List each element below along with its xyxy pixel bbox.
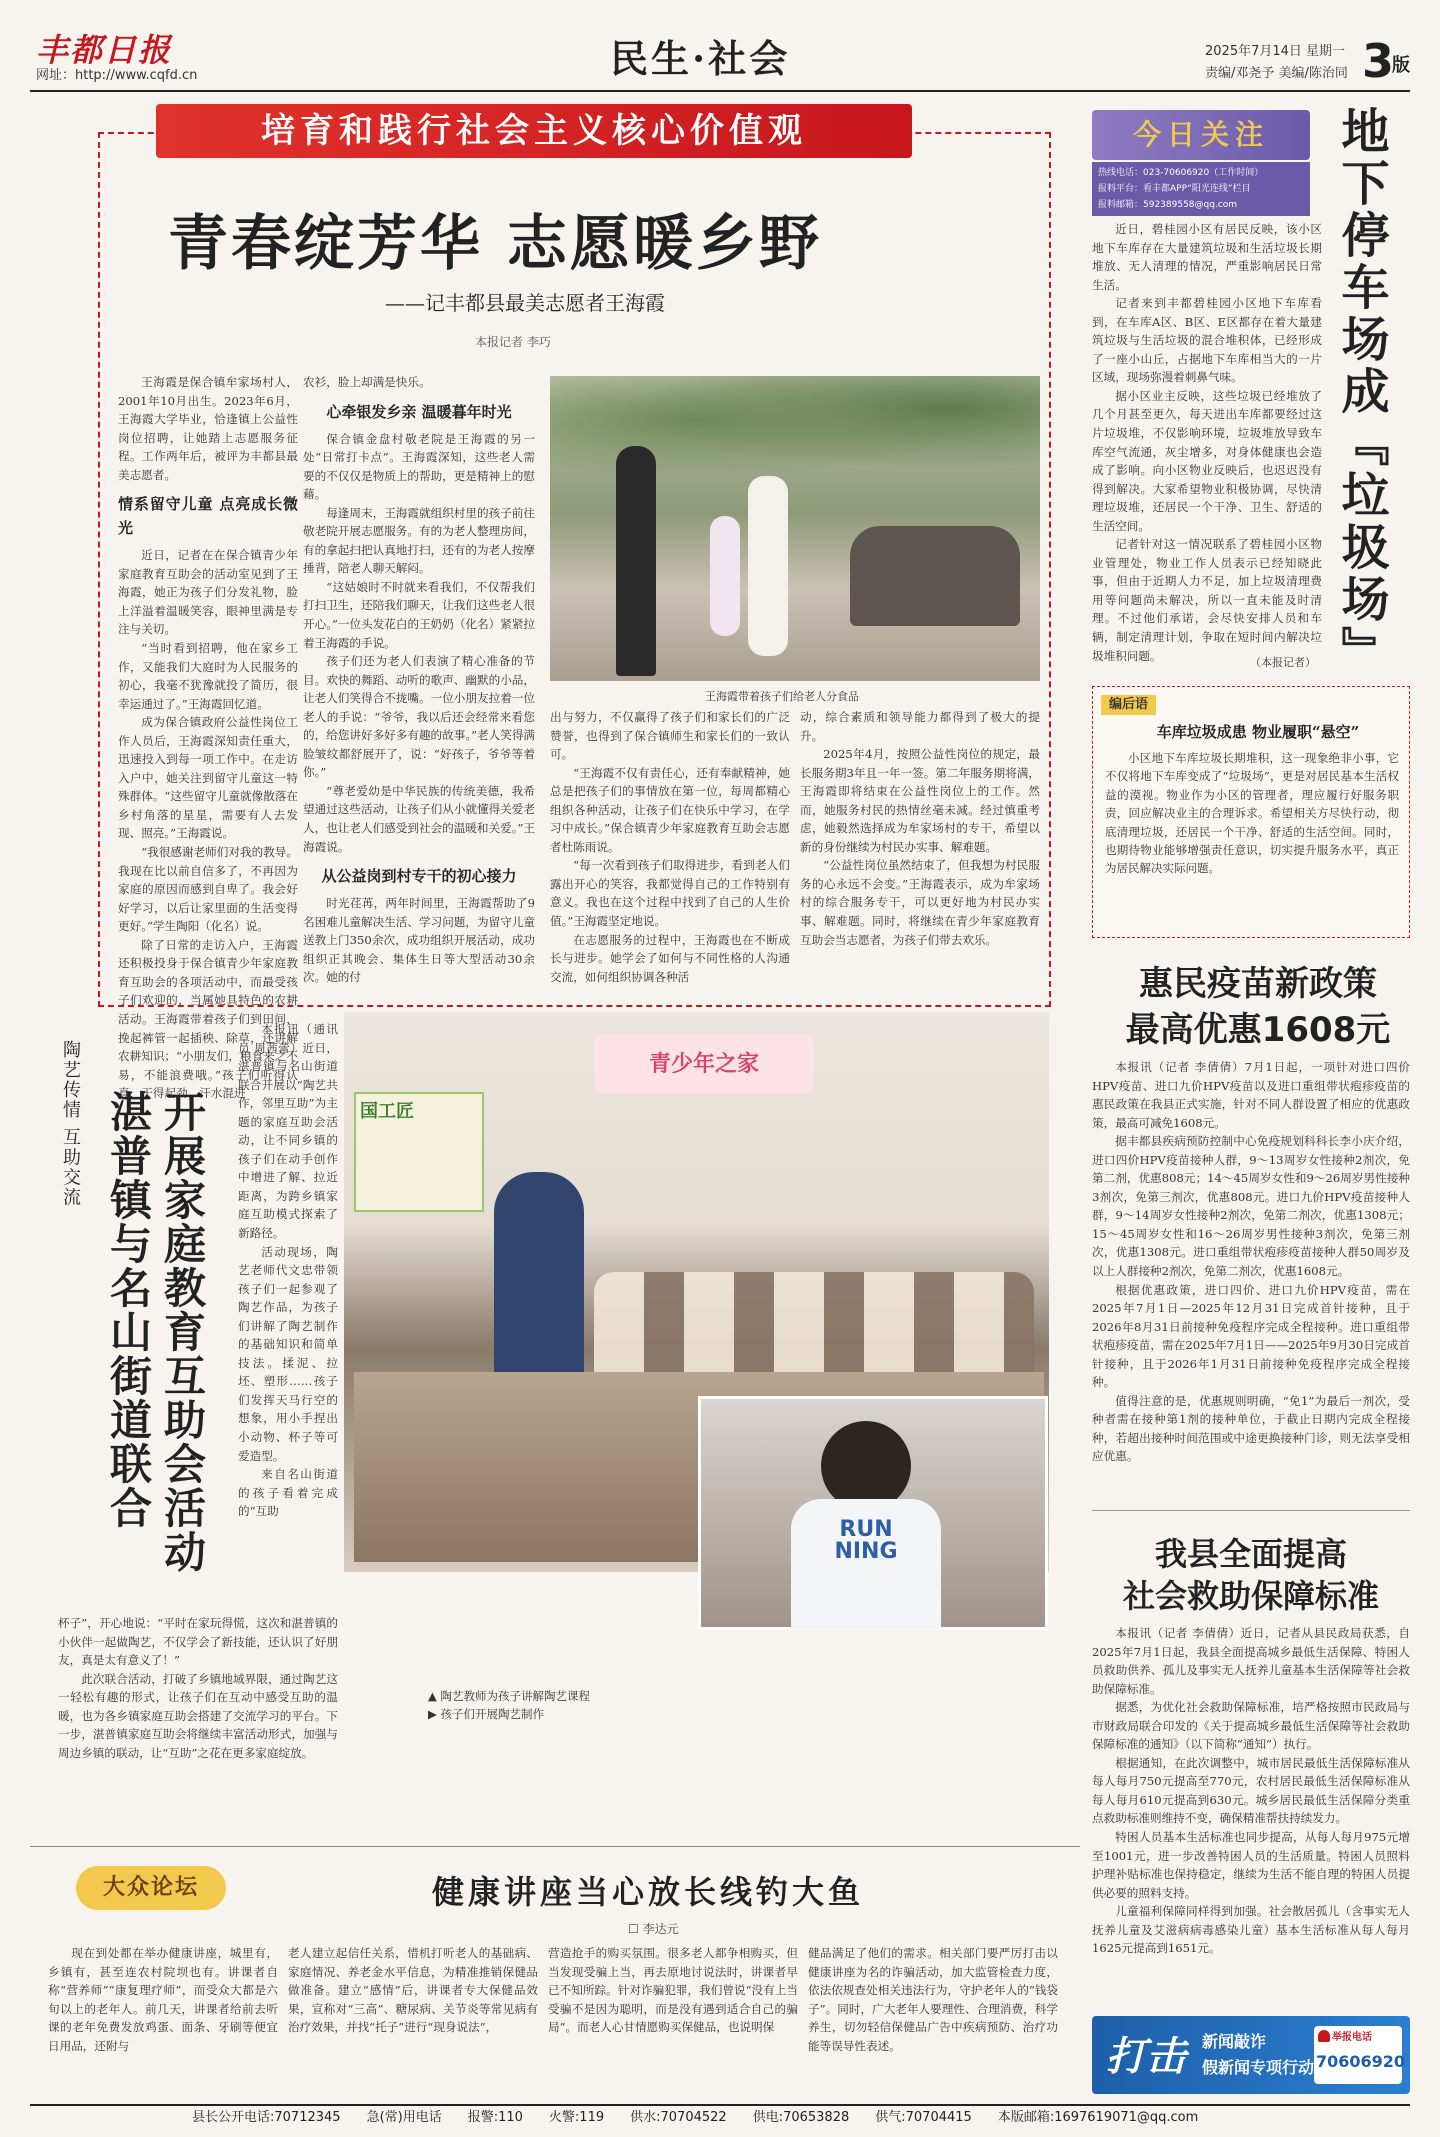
ad-phone: 70606920	[1316, 2052, 1406, 2071]
rocket-icon	[1318, 2030, 1330, 2042]
footer-water: 供水:70704522	[630, 2110, 727, 2125]
focus-para: 记者针对这一情况联系了碧桂园小区物业管理处，物业工作人员表示已经知晓此事，但由于近期人力不足，加上垃圾清理费用等问题尚未解决，所以一直未能及时清理。不过他们承诺，会尽快安排人员和车辆，制定清理计划，争取在短时间内解决垃圾堆积问题。	[1092, 537, 1322, 663]
ad-phone-box	[1314, 2026, 1406, 2084]
feature-col3-para: 在志愿服务的过程中，王海霞也在不断成长与进步。她学会了如何与不同性格的人沟通交流，如何组织协调各种活	[550, 932, 790, 984]
family-photo-caption-1: ▲ 陶艺教师为孩子讲解陶艺课程	[428, 1689, 590, 1703]
footer-police: 报警:110	[467, 2110, 523, 2125]
masthead-divider	[30, 90, 1410, 92]
today-focus-label: 今日关注	[1132, 118, 1269, 151]
feature-col2b-para: 孩子们还为老人们表演了精心准备的节目。欢快的舞蹈、动听的歌声、幽默的小品，让老人们笑得合不拢嘴。一位小朋友拉着一位老人的手说：“爷爷，我以后还会经常来看您的，给您讲好多好多有趣的故事。”老人笑得满脸皱纹都舒展开了，说：“好孩子，爷爷等着你。”	[303, 654, 536, 780]
date-line: 2025年7月14日 星期一	[1205, 44, 1346, 59]
ad-report-label: 举报电话	[1332, 2032, 1372, 2043]
feature-col2b-para: “尊老爱幼是中华民族的传统美德，我希望通过这些活动，让孩子们从小就懂得关爱老人，也让老人们感受到社会的温暖和关爱。”王海霞说。	[303, 783, 536, 854]
page-unit: 版	[1392, 55, 1410, 76]
feature-col1b-para: “当时看到招聘，他在家乡工作，又能我们大庭时为人民服务的初心，我毫不犹豫就投了简历，很幸运通过了。”王海霞回忆道。	[118, 641, 298, 711]
paper-name-logo: 丰都日报	[36, 31, 173, 69]
forum-divider	[30, 1846, 1080, 1847]
feature-col1-para: 王海霞是保合镇牟家场村人，2001年10月出生。2023年6月，王海霞大学毕业，恰逢镇上公益性岗位招聘，让她踏上志愿服务征程。工作两年后，被评为丰都县最美志愿者。	[118, 375, 298, 482]
forum-col-4	[808, 1944, 1058, 2094]
feature-subhead-3: 从公益岗到村专干的初心接力	[321, 867, 517, 886]
forum-para: 现在到处都在举办健康讲座，城里有，乡镇有，甚至连农村院坝也有。讲课者自称“营养师”“康复理疗师”，而受众大都是六旬以上的老年人。前几天，讲课者给前去听课的老年免费发放鸡蛋、面条、牙刷等便宜日用品，还附与	[48, 1946, 278, 2053]
feature-col2b-para: 每逢周末，王海霞就组织村里的孩子前往敬老院开展志愿服务。有的为老人整理房间，有的拿起扫把认真地打扫，还有的为老人按摩捶背，陪老人聊天解闷。	[303, 505, 535, 576]
today-focus-badge	[1092, 110, 1310, 160]
footer-mayor-hotline: 县长公开电话:70712345	[192, 2110, 341, 2125]
family-edu-para: 来自名山街道的孩子看着完成的“互助	[238, 1467, 338, 1519]
hotline-line: 热线电话：023-70606920（工作时间）	[1098, 168, 1264, 178]
postscript-label: 编后语	[1101, 695, 1156, 715]
anti-extortion-ad	[1092, 2016, 1410, 2094]
vaccine-headline-1: 惠民疫苗新政策	[1139, 964, 1377, 1004]
forum-badge	[76, 1866, 226, 1910]
footer-common-phones: 急(常)用电话	[366, 2110, 442, 2125]
feature-col4-para: 动，综合素质和领导能力都得到了极大的提升。	[800, 710, 1040, 743]
footer-rule	[30, 2104, 1410, 2106]
hotline-email: 报料邮箱：592389558@qq.com	[1098, 200, 1238, 210]
postscript-title: 车库垃圾成患 物业履职“悬空”	[1156, 723, 1360, 741]
vaccine-para: 根据优惠政策，进口四价、进口九价HPV疫苗，需在2025年7月1日—2025年12月31日完成首针接种，且于2026年8月31日前接种免疫程序完成全程接种。进口重组带状疱疹疫苗，需在2025年7月1日——2025年9月30日完成首针接种，且于2026年1月31日前接种免疫程序完成全程接种。	[1092, 1282, 1410, 1390]
forum-col-2	[288, 1944, 538, 2094]
relief-para: 据悉，为优化社会救助保障标准，培严格按照市民政局与市财政局联合印发的《关于提高城乡最低生活保障等社会救助保障标准的通知》（以下简称“通知”）执行。	[1092, 1700, 1410, 1752]
website-line: 网址：http://www.cqfd.cn	[36, 68, 198, 83]
family-edu-para: 活动现场，陶艺老师代文忠带领孩子们一起参观了陶艺作品，为孩子们讲解了陶艺制作的基础知识和简单技法。揉泥、拉坯、塑形……孩子们发挥天马行空的想象，用小手捏出小动物、杯子等可爱造型。	[238, 1244, 338, 1463]
vaccine-para: 据丰都县疾病预防控制中心免疫规划科科长李小庆介绍，进口四价HPV疫苗接种人群，9～13周岁女性接种2剂次，免第二剂，优惠808元；14～45周岁女性和9～26周岁男性接种3剂次，免第三剂次，优惠808元。进口九价HPV疫苗接种人群，9～14周岁女性接种2剂次，免第二剂次，优惠1308元；15～45周岁女性和16～26周岁男性接种3剂次，免第三剂次，优惠1308元。进口重组带状疱疹疫苗接种人群50周岁及以上人群接种2剂次，免第二剂次，优惠1608元。	[1092, 1134, 1410, 1279]
ad-big-text: 打击	[1106, 2034, 1186, 2080]
photo-figure-standing	[616, 446, 656, 676]
photo-seated-elders	[850, 526, 1020, 626]
feature-col-2	[303, 373, 535, 993]
wall-board	[354, 1092, 484, 1212]
feature-col1b-para: “我很感谢老师们对我的教导。我现在比以前自信多了，不再因为家庭的原因而感到自卑了。我会好好学习，以后让家里面的生活变得更好。”学生陶阳（化名）说。	[118, 845, 298, 934]
feature-photo-caption: 王海霞带着孩子们给老人分食品	[705, 690, 859, 703]
forum-para: 老人建立起信任关系，惜机打听老人的基础病、家庭情况、养老金水平信息，为精准推销保健品做准备。建立“感情”后，讲课者专大保健品效果，宣称对“三高”、糖尿病、关节炎等常见病有治疗效果，并找“托子”进行“现身说法”，	[288, 1946, 538, 2035]
feature-col4-para: “公益性岗位虽然结束了，但我想为村民服务的心永远不会变。”王海霞表示，成为牟家场村的综合服务专干，可以更好地为村民办实事、解难题。同时，将继续在青少年家庭教育互助会当志愿者，为孩子们带去欢乐。	[800, 858, 1040, 947]
focus-para: 记者来到丰都碧桂园小区地下车库看到，在车库A区、B区、E区都存在着大量建筑垃圾与生活垃圾的混合堆积体，已经形成了一座小山丘，占据地下车库相当大的一片区域，现场弥漫着刺鼻气味。	[1092, 296, 1322, 385]
feature-col1b-para: 除了日常的走访入户，王海霞还积极投身于保合镇青少年家庭教育互助会的各项活动中，而最受孩子们欢迎的，当属她具特色的农耕活动。王海霞带着孩子们到田间，挽起裤管一起插秧、除草，还讲解农耕知识；“小朋友们，粮食来之不易，不能浪费哦。”孩子们听得认真，干得起劲，汗水混进	[118, 937, 298, 1101]
forum-col-3	[548, 1944, 798, 2094]
today-focus-headline: 地下停车场成『垃圾场』	[1333, 106, 1389, 678]
footer-email: 本版邮箱:1697619071@qq.com	[997, 2110, 1199, 2125]
hotline-platform: 报料平台：看丰都APP“阳光连线”栏目	[1098, 184, 1251, 194]
classroom-sign-text: 青少年之家	[648, 1051, 759, 1077]
feature-col1b-para: 近日，记者在在保合镇青少年家庭教育互助会的活动室见到了王海霞，她正为孩子们分发礼物，脸上洋溢着温暖笑容，眼神里满是专注与关切。	[118, 548, 298, 637]
section-title: 民生·社会	[610, 36, 791, 81]
feature-col2c-para: 时光荏苒，两年时间里，王海霞帮助了9名困难儿童解决生活、学习问题，为留守儿童送教上门350余次，成功组织开展活动，成功组织正其晚会、集体生日等大型活动30余次。她的付	[303, 896, 535, 985]
relief-para: 根据通知，在此次调整中，城市居民最低生活保障标准从每人每月750元提高至770元，农村居民最低生活保障标准从每人每月610元提高到630元。城乡居民最低生活保障分类重点救助标准则维持不变，确保精准帮扶持续发力。	[1092, 1755, 1410, 1826]
family-edu-para: 杯子”，开心地说：“平时在家玩得慌，这次和湛普镇的小伙伴一起做陶艺，不仅学会了新技能，还认识了好朋友，真是太有意义了！”	[58, 1616, 338, 1668]
photo-figure-adult	[748, 476, 788, 656]
today-focus-contact	[1092, 162, 1310, 216]
family-edu-col-b	[58, 1614, 338, 1794]
postscript-body: 小区地下车库垃圾长期堆积，这一现象绝非小事，它不仅将地下车库变成了“垃圾场”，更是对居民基本生活权益的漠视。物业作为小区的管理者，理应履行好服务职责，回应解决业主的合理诉求。希望相关方尽快行动，彻底清理垃圾，还居民一个干净、舒适的生活空间。同时，也期待物业能够增强责任意识，切实提升服务水平，真正为居民解决实际问题。	[1105, 751, 1399, 876]
footer-bar	[192, 2108, 1392, 2132]
feature-col-4	[800, 708, 1040, 996]
feature-col2-para: 农衫，脸上却满是快乐。	[303, 375, 431, 389]
family-edu-para: 本报讯（通讯员 周茜蕾）近日，湛普镇与名山街道联合开展以“陶艺共作，邻里互助”为主题的家庭互助会活动，让不同乡镇的孩子们在动手创作中增进了解、拉近距离，为跨乡镇家庭互助模式探索了新路径。	[238, 1022, 338, 1241]
postscript-text	[1105, 749, 1399, 929]
forum-byline: ☐ 李达元	[628, 1922, 679, 1936]
forum-label: 大众论坛	[102, 1875, 199, 1900]
values-banner	[156, 104, 912, 158]
family-edu-para: 此次联合活动，打破了乡镇地域界限，通过陶艺这一轻松有趣的形式，让孩子们在互动中感受互助的温暖，也为各乡镇家庭互助会搭建了交流学习的平台。下一步，湛普镇家庭互助会将继续丰富活动形式，加强与周边乡镇的联动，让“互助”之花在更多家庭绽放。	[58, 1671, 338, 1760]
feature-col2b-para: 保合镇金盘村敬老院是王海霞的另一处“日常打卡点”。王海霞深知，这些老人需要的不仅仅是物质上的帮助，更是精神上的慰藉。	[303, 431, 535, 502]
relief-body	[1092, 1624, 1410, 2010]
footer-gas: 供气:70704415	[875, 2110, 972, 2125]
values-banner-text: 培育和践行社会主义核心价值观	[261, 111, 807, 151]
feature-col4-para: 2025年4月，按照公益性岗位的规定，最长服务期3年且一年一签。第二年服务期将满，王海霞即将结束在公益性岗位上的工作。然而，她服务村民的热情丝毫未减。经过慎重考虑，她毅然选择成为牟家场村的专干，希望以新的身份继续为村民办实事、解难题。	[800, 747, 1040, 854]
focus-para: 近日，碧桂园小区有居民反映，该小区地下车库存在大量建筑垃圾和生活垃圾长期堆放、无人清理的情况，严重影响居民日常生活。	[1092, 222, 1322, 292]
relief-headline-1: 我县全面提高	[1154, 1535, 1347, 1573]
feature-headline: 青春绽芳华 志愿暖乡野	[168, 209, 822, 279]
footer-fire: 火警:119	[548, 2110, 605, 2125]
photo-figure-child-1	[710, 516, 740, 636]
feature-col1b-para: 成为保合镇政府公益性岗位工作人员后，王海霞深知责任重大，迅速投入到每一项工作中。在走访入户中，她关注到留守儿童这一特殊群体。“这些留守儿童就像散落在乡村角落的星星，需要有人去发现、照亮。”王海霞说。	[118, 715, 298, 841]
family-edu-col-a	[238, 1020, 338, 1610]
postscript-box	[1092, 686, 1410, 938]
page-number: 3	[1362, 34, 1395, 88]
family-edu-kicker: 陶艺传情 互助交流	[60, 1040, 81, 1208]
footer-power: 供电:70653828	[752, 2110, 850, 2125]
today-focus-source: （本报记者）	[1250, 656, 1316, 669]
feature-byline: 本报记者 李巧	[475, 335, 551, 349]
feature-photo	[550, 376, 1040, 681]
relief-divider	[1092, 1510, 1410, 1511]
family-photo-caption-2: ▶ 孩子们开展陶艺制作	[428, 1707, 544, 1721]
relief-para: 本报讯（记者 李倩倩）近日，记者从县民政局获悉，自2025年7月1日起，我县全面提高城乡最低生活保障、特困人员救助供养、孤儿及事实无人抚养儿童基本生活保障等社会救助保障标准。	[1092, 1626, 1410, 1696]
family-edu-headline-1: 开展家庭教育互助会活动	[158, 1090, 207, 1574]
editors-line: 责编/邓尧予 美编/陈治同	[1205, 66, 1348, 81]
vaccine-para: 本报讯（记者 李倩倩）7月1日起，一项针对进口四价HPV疫苗、进口九价HPV疫苗以及进口重组带状疱疹疫苗的惠民政策在我县正式实施，针对不同人群设置了相应的优惠政策，最高可减免1608元。	[1092, 1060, 1410, 1130]
feature-col3-para: 出与努力，不仅赢得了孩子们和家长们的广泛赞誉，也得到了保合镇师生和家长们的一致认可。	[550, 710, 790, 762]
relief-para: 儿童福利保障同样得到加强。社会散居孤儿（含事实无人抚养儿童及艾滋病病毒感染儿童）基本生活标准从每人每月1625元提高到1651元。	[1092, 1904, 1410, 1956]
focus-para: 据小区业主反映，这些垃圾已经堆放了几个月甚至更久，每天进出车库都要经过这片垃圾堆，不仅影响环境，垃圾堆放导致车库空气流通，灰尘增多，对身体健康也会造成了影响。向小区物业反映后，也迟迟没有得到解决。大家希望物业积极协调，尽快清理垃圾堆，还居民一个干净、卫生、舒适的生活空间。	[1092, 388, 1322, 533]
ad-line-2: 假新闻专项行动	[1202, 2058, 1315, 2077]
feature-col2b-para: “这姑娘时不时就来看我们，不仅帮我们打扫卫生，还陪我们聊天，让我们这些老人很开心。”一位头发花白的王奶奶（化名）紧紧拉着王海霞的手说。	[303, 579, 536, 650]
forum-headline: 健康讲座当心放长线钓大鱼	[432, 1873, 865, 1911]
masthead	[0, 0, 1440, 92]
feature-col3-para: “王海霞不仅有责任心，还有奉献精神，她总是把孩子们的事情放在第一位，每周都精心组织各种活动，让孩子们在快乐中学习，在学习中成长。”保合镇青少年家庭教育互助会志愿者杜陈雨说。	[550, 765, 790, 854]
relief-para: 特困人员基本生活标准也同步提高，从每人每月975元增至1001元，进一步改善特困人员的生活质量。特困人员照料护理补贴标准也保持稳定，继续为生活不能自理的特困人员提供必要的照料支持。	[1092, 1830, 1410, 1900]
wall-board-text: 国工匠	[360, 1101, 414, 1122]
family-photo-inset	[698, 1396, 1048, 1630]
feature-subhead-2: 心牵银发乡亲 温暖暮年时光	[326, 402, 512, 421]
family-edu-headline-2: 湛普镇与名山街道联合	[104, 1090, 153, 1530]
feature-col3-para: “每一次看到孩子们取得进步，看到老人们露出开心的笑容，我都觉得自己的工作特别有意义。我也在这个过程中找到了自己的人生价值。”王海霞坚定地说。	[550, 858, 790, 929]
feature-subhead-1: 情系留守儿童 点亮成长微光	[118, 495, 298, 538]
inset-child-shirt	[791, 1499, 941, 1629]
feature-col-3	[550, 708, 790, 996]
classroom-sign	[594, 1034, 814, 1094]
inset-shirt-text: RUN NING	[834, 1517, 898, 1564]
today-focus-body	[1092, 220, 1322, 672]
vaccine-headline-2: 最高优惠1608元	[1125, 1010, 1391, 1050]
relief-headline-2: 社会救助保障标准	[1122, 1577, 1379, 1615]
forum-para: 营造抢手的购买氛围。很多老人都争相购买，但当发现受骗上当，再去原地讨说法时，讲课者早已不知所踪。针对诈骗犯罪，我们曾说“没有上当受骗不是因为聪明，而是没有遇到适合自己的骗局”。而老人心甘情愿购买保健品，也说明保	[548, 1946, 798, 2035]
forum-col-1	[48, 1944, 278, 2094]
feature-subheadline: ——记丰都县最美志愿者王海霞	[385, 291, 665, 315]
vaccine-para: 值得注意的是，优惠规则明确，“免1”为最后一剂次，受种者需在接种第1剂的接种单位，于截止日期内完成全程接种，若超出接种时间范围或中途更换接种门诊，则无法享受相应优惠。	[1092, 1393, 1410, 1464]
feature-col-1	[118, 373, 298, 1101]
inset-child-head	[821, 1421, 911, 1511]
vaccine-body	[1092, 1058, 1410, 1478]
forum-para: 健品满足了他们的需求。相关部门要严厉打击以健康讲座为名的诈骗活动，加大监管检查力度，依法依规查处相关违法行为，守护老年人的“钱袋子”。同时，广大老年人要理性、合理消费，科学养生，切勿轻信保健品广告中疾病预防、治疗功能等误导性表述。	[808, 1946, 1058, 2053]
ad-line-1: 新闻敲诈	[1202, 2032, 1267, 2051]
